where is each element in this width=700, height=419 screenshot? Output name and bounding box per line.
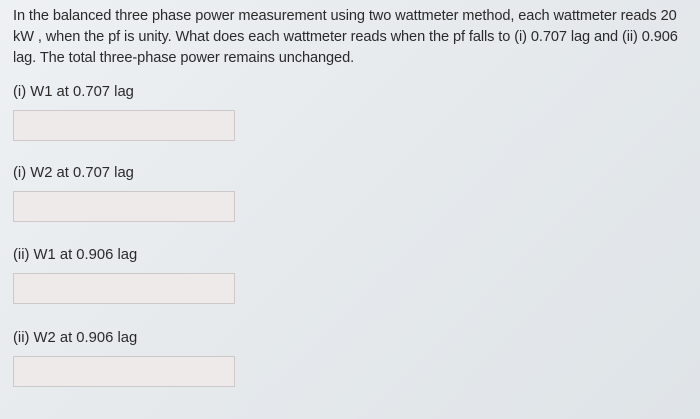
part-ii-w2 xyxy=(13,329,137,347)
question-text: In the balanced three phase power measurement using two wattmeter method, each wattmeter reads 20 kW , when the pf is unity. What does each wattmeter reads when the pf falls to (i) 0.707 lag and (ii) 0.906 lag. The total three-phase power remains unchanged. xyxy=(13,8,678,66)
part-ii-w1-answer-input[interactable] xyxy=(13,273,235,304)
part-ii-w1-label: (ii) W1 at 0.906 lag xyxy=(13,247,138,263)
part-ii-w2-label: (ii) W2 at 0.906 lag xyxy=(13,330,138,346)
part-i-w1 xyxy=(13,83,134,101)
part-i-w1-answer-input[interactable] xyxy=(13,110,235,141)
part-ii-w2-answer-input[interactable] xyxy=(13,356,235,387)
part-i-w2-label: (i) W2 at 0.707 lag xyxy=(13,165,134,181)
part-i-w1-label: (i) W1 at 0.707 lag xyxy=(13,84,134,100)
part-i-w2 xyxy=(13,164,134,182)
part-i-w2-answer-input[interactable] xyxy=(13,191,235,222)
part-ii-w1 xyxy=(13,246,137,264)
